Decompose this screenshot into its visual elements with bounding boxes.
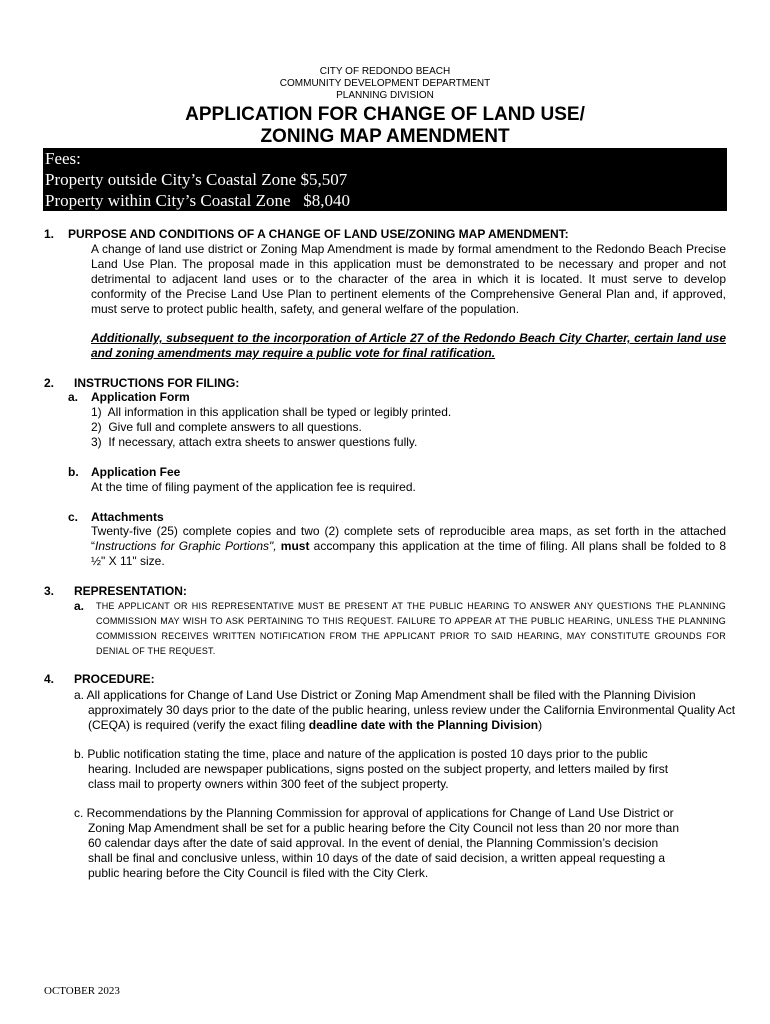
section2-a-heading: Application Form [91, 390, 190, 404]
section1-note: Additionally, subsequent to the incorporation of Article 27 of the Redondo Beach City Charter, certain land use and zoning amendments may require a public vote for final ratification. [91, 331, 726, 360]
header-city: CITY OF REDONDO BEACH [319, 66, 451, 77]
section2-a-item-2: 2) Give full and complete answers to all questions. [91, 420, 362, 434]
fees-box [43, 148, 727, 211]
section2-heading: INSTRUCTIONS FOR FILING: [74, 376, 240, 390]
section2-a-label: a. [68, 390, 79, 404]
section2-a-item-3: 3) If necessary, attach extra sheets to answer questions fully. [91, 435, 418, 449]
fees-label: Fees: [45, 149, 81, 168]
footer-date: OCTOBER 2023 [44, 985, 120, 997]
section4-a-body [74, 688, 740, 733]
section1-body: A change of land use district or Zoning Map Amendment is made by formal amendment to the Redondo Beach Precise Land Use Plan. The proposal made in this application must be demonstrated to be necessary and proper and not detrimental to adjacent land uses or to the character of the area in which it is located. It must serve to develop conformity of the Precise Land Use Plan to pertinent elements of the Comprehensive General Plan and, if approved, must serve to protect public health, safety, and general welfare of the population. [91, 242, 726, 316]
section2-c-heading: Attachments [91, 510, 164, 524]
page-title-line1: APPLICATION FOR CHANGE OF LAND USE/ [185, 104, 585, 125]
section2-b-label: b. [68, 465, 79, 479]
fee-outside-coastal: Property outside City’s Coastal Zone $5,507 [45, 170, 348, 189]
section3-a-body: THE APPLICANT OR HIS REPRESENTATIVE MUST BE PRESENT AT THE PUBLIC HEARING TO ANSWER ANY QUESTIONS THE PLANNING COMMISSION MAY WISH TO ASK PERTAINING TO THIS REQUEST. FAILURE TO APPEAR AT THE PUBLIC HEARING, UNLESS THE PLANNING COMMISSION RECEIVES WRITTEN NOTIFICATION FROM THE APPLICANT PRIOR TO SAID HEARING, MAY CONSTITUTE GROUNDS FOR DENIAL OF THE REQUEST. [96, 601, 726, 656]
section2-c-body-italic: Instructions for Graphic Portions", [95, 539, 277, 553]
section2-c-label: c. [68, 510, 79, 524]
section2-c-body [91, 524, 726, 569]
header-division: PLANNING DIVISION [336, 90, 434, 101]
section4-a-text: a. All applications for Change of Land Use District or Zoning Map Amendment shall be filed with the Planning Division approximately 30 days prior to the date of the public hearing, unless review under the California Environmental Quality Act (CEQA) is required (verify the exact filing [74, 688, 736, 732]
section2-a-item-1: 1) All information in this application shall be typed or legibly printed. [91, 405, 452, 419]
section1-number: 1. [44, 227, 55, 241]
section2-b-heading: Application Fee [91, 465, 181, 479]
fee-within-coastal: Property within City’s Coastal Zone $8,040 [45, 191, 351, 210]
page-title-line2: ZONING MAP AMENDMENT [260, 126, 510, 147]
section2-number: 2. [44, 376, 55, 390]
section4-c-body: c. Recommendations by the Planning Commission for approval of applications for Change of Land Use District or Zoning Map Amendment shall be set for a public hearing before the City Council not less than 20 nor more than 60 calendar days after the date of said approval. In the event of denial, the Planning Commission’s decision shall be final and conclusive unless, within 10 days of the date of said decision, a written appeal requesting a public hearing before the City Council is filed with the City Clerk. [74, 806, 680, 880]
section4-a-bold: deadline date with the Planning Division [308, 718, 539, 732]
section4-b-body: b. Public notification stating the time, place and nature of the application is posted 10 days prior to the public hearing. Included are newspaper publications, signs posted on the subject property, and letters mailed by first class mail to property owners within 300 feet of the subject property. [74, 747, 669, 791]
section3-number: 3. [44, 584, 55, 598]
section3-heading: REPRESENTATION: [74, 584, 187, 598]
section4-heading: PROCEDURE: [74, 672, 155, 686]
header-department: COMMUNITY DEVELOPMENT DEPARTMENT [279, 78, 491, 89]
section3-a-label: a. [74, 599, 85, 613]
section2-c-body-2: accompany this application at the time of filing. All plans shall be folded to 8 ½" X 11" size. [91, 539, 726, 568]
section2-c-body-1: Twenty-five (25) complete copies and two (2) complete sets of reproducible area maps, as set forth in the attached “ [91, 524, 726, 553]
section1-heading: PURPOSE AND CONDITIONS OF A CHANGE OF LAND USE/ZONING MAP AMENDMENT: [68, 227, 569, 241]
section2-c-body-bold: must [280, 539, 310, 553]
section4-a-end: ) [538, 718, 543, 732]
section2-b-body: At the time of filing payment of the application fee is required. [91, 480, 416, 494]
section4-number: 4. [44, 672, 55, 686]
